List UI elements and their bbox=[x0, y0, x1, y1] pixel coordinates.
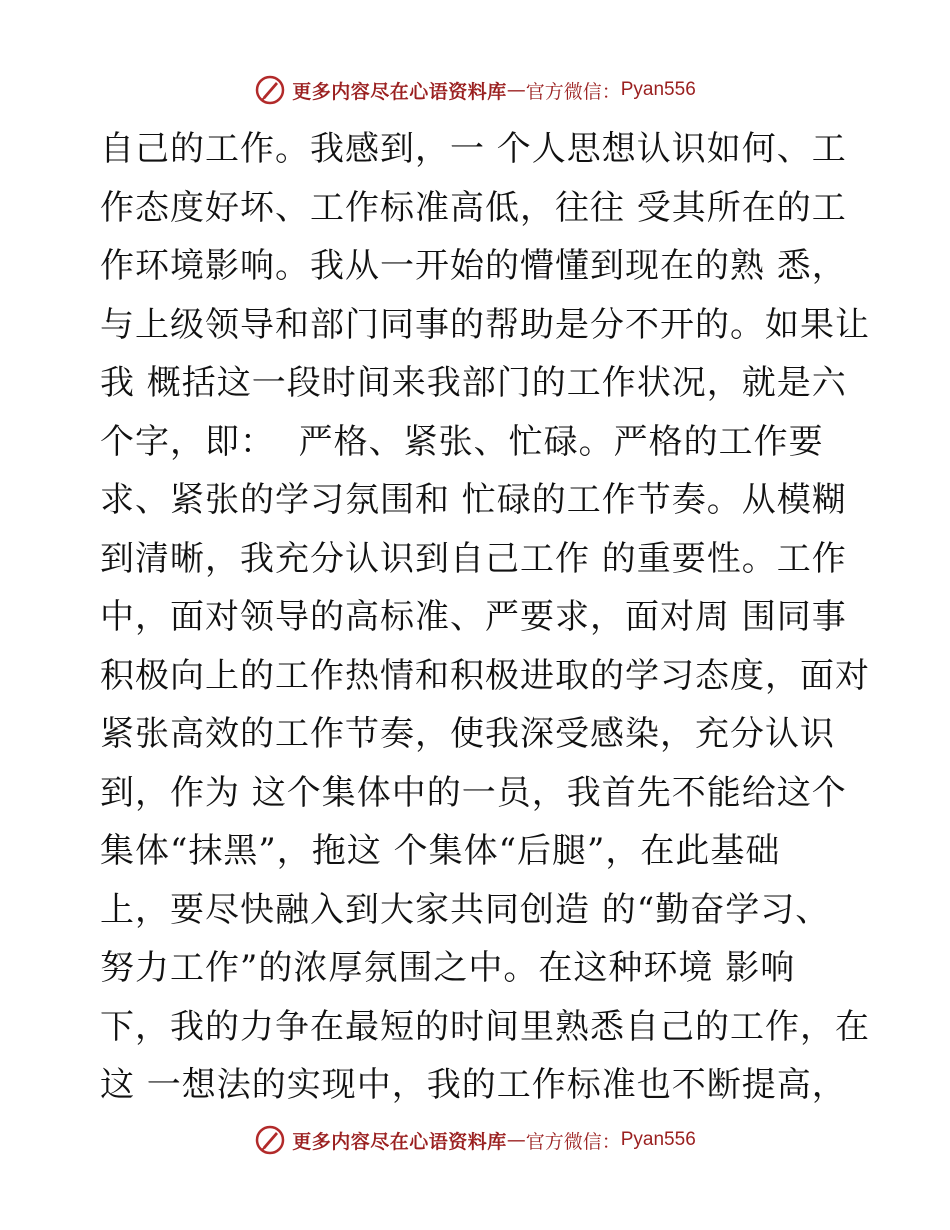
banner-separator: — bbox=[506, 79, 526, 101]
body-line: 作环境影响。我从一开始的懵懂到现在的熟 悉， bbox=[100, 246, 847, 286]
header-banner bbox=[0, 70, 950, 110]
body-line: 集体“抹黑”，拖这 个集体“后腿”，在此基础 bbox=[100, 831, 781, 871]
body-line: 与上级领导和部门同事的帮助是分不开的。如果让 bbox=[100, 304, 870, 345]
banner-contact-id: Pyan556 bbox=[620, 1129, 696, 1150]
banner-separator: — bbox=[506, 1129, 526, 1151]
quill-logo-icon bbox=[254, 1124, 286, 1156]
document-body bbox=[100, 120, 870, 1115]
banner-contact-label: 官方微信： bbox=[525, 1130, 621, 1153]
body-line: 求、紧张的学习氛围和 忙碌的工作节奏。从模糊 bbox=[100, 480, 847, 520]
body-line: 到清晰，我充分认识到自己工作 的重要性。工作 bbox=[100, 538, 847, 579]
body-line: 下，我的力争在最短的时间里熟悉自己的工作，在 bbox=[100, 1006, 870, 1047]
body-line: 个字，即： 严格、紧张、忙碌。严格的工作要 bbox=[100, 421, 824, 462]
body-line: 积极向上的工作热情和积极进取的学习态度，面对 bbox=[100, 655, 870, 696]
body-line: 上，要尽快融入到大家共同创造 的“勤奋学习、 bbox=[100, 889, 831, 930]
footer-banner bbox=[0, 1120, 950, 1160]
body-line: 这 一想法的实现中，我的工作标准也不断提高， bbox=[100, 1065, 847, 1105]
banner-title: 更多内容尽在心语资料库 bbox=[292, 80, 507, 103]
body-line: 到，作为 这个集体中的一员，我首先不能给这个 bbox=[100, 772, 847, 813]
banner-contact-id: Pyan556 bbox=[620, 79, 696, 100]
body-line: 努力工作”的浓厚氛围之中。在这种环境 影响 bbox=[100, 948, 796, 988]
banner-contact-label: 官方微信： bbox=[525, 80, 621, 103]
body-line: 自己的工作。我感到，一 个人思想认识如何、工 bbox=[100, 129, 847, 169]
quill-logo-icon bbox=[254, 74, 286, 106]
banner-title: 更多内容尽在心语资料库 bbox=[292, 1130, 507, 1153]
body-line: 中，面对领导的高标准、严要求，面对周 围同事 bbox=[100, 597, 847, 637]
body-line: 作态度好坏、工作标准高低，往往 受其所在的工 bbox=[100, 187, 847, 228]
body-line: 紧张高效的工作节奏，使我深受感染，充分认识 bbox=[100, 714, 835, 754]
body-line: 我 概括这一段时间来我部门的工作状况，就是六 bbox=[100, 363, 847, 403]
